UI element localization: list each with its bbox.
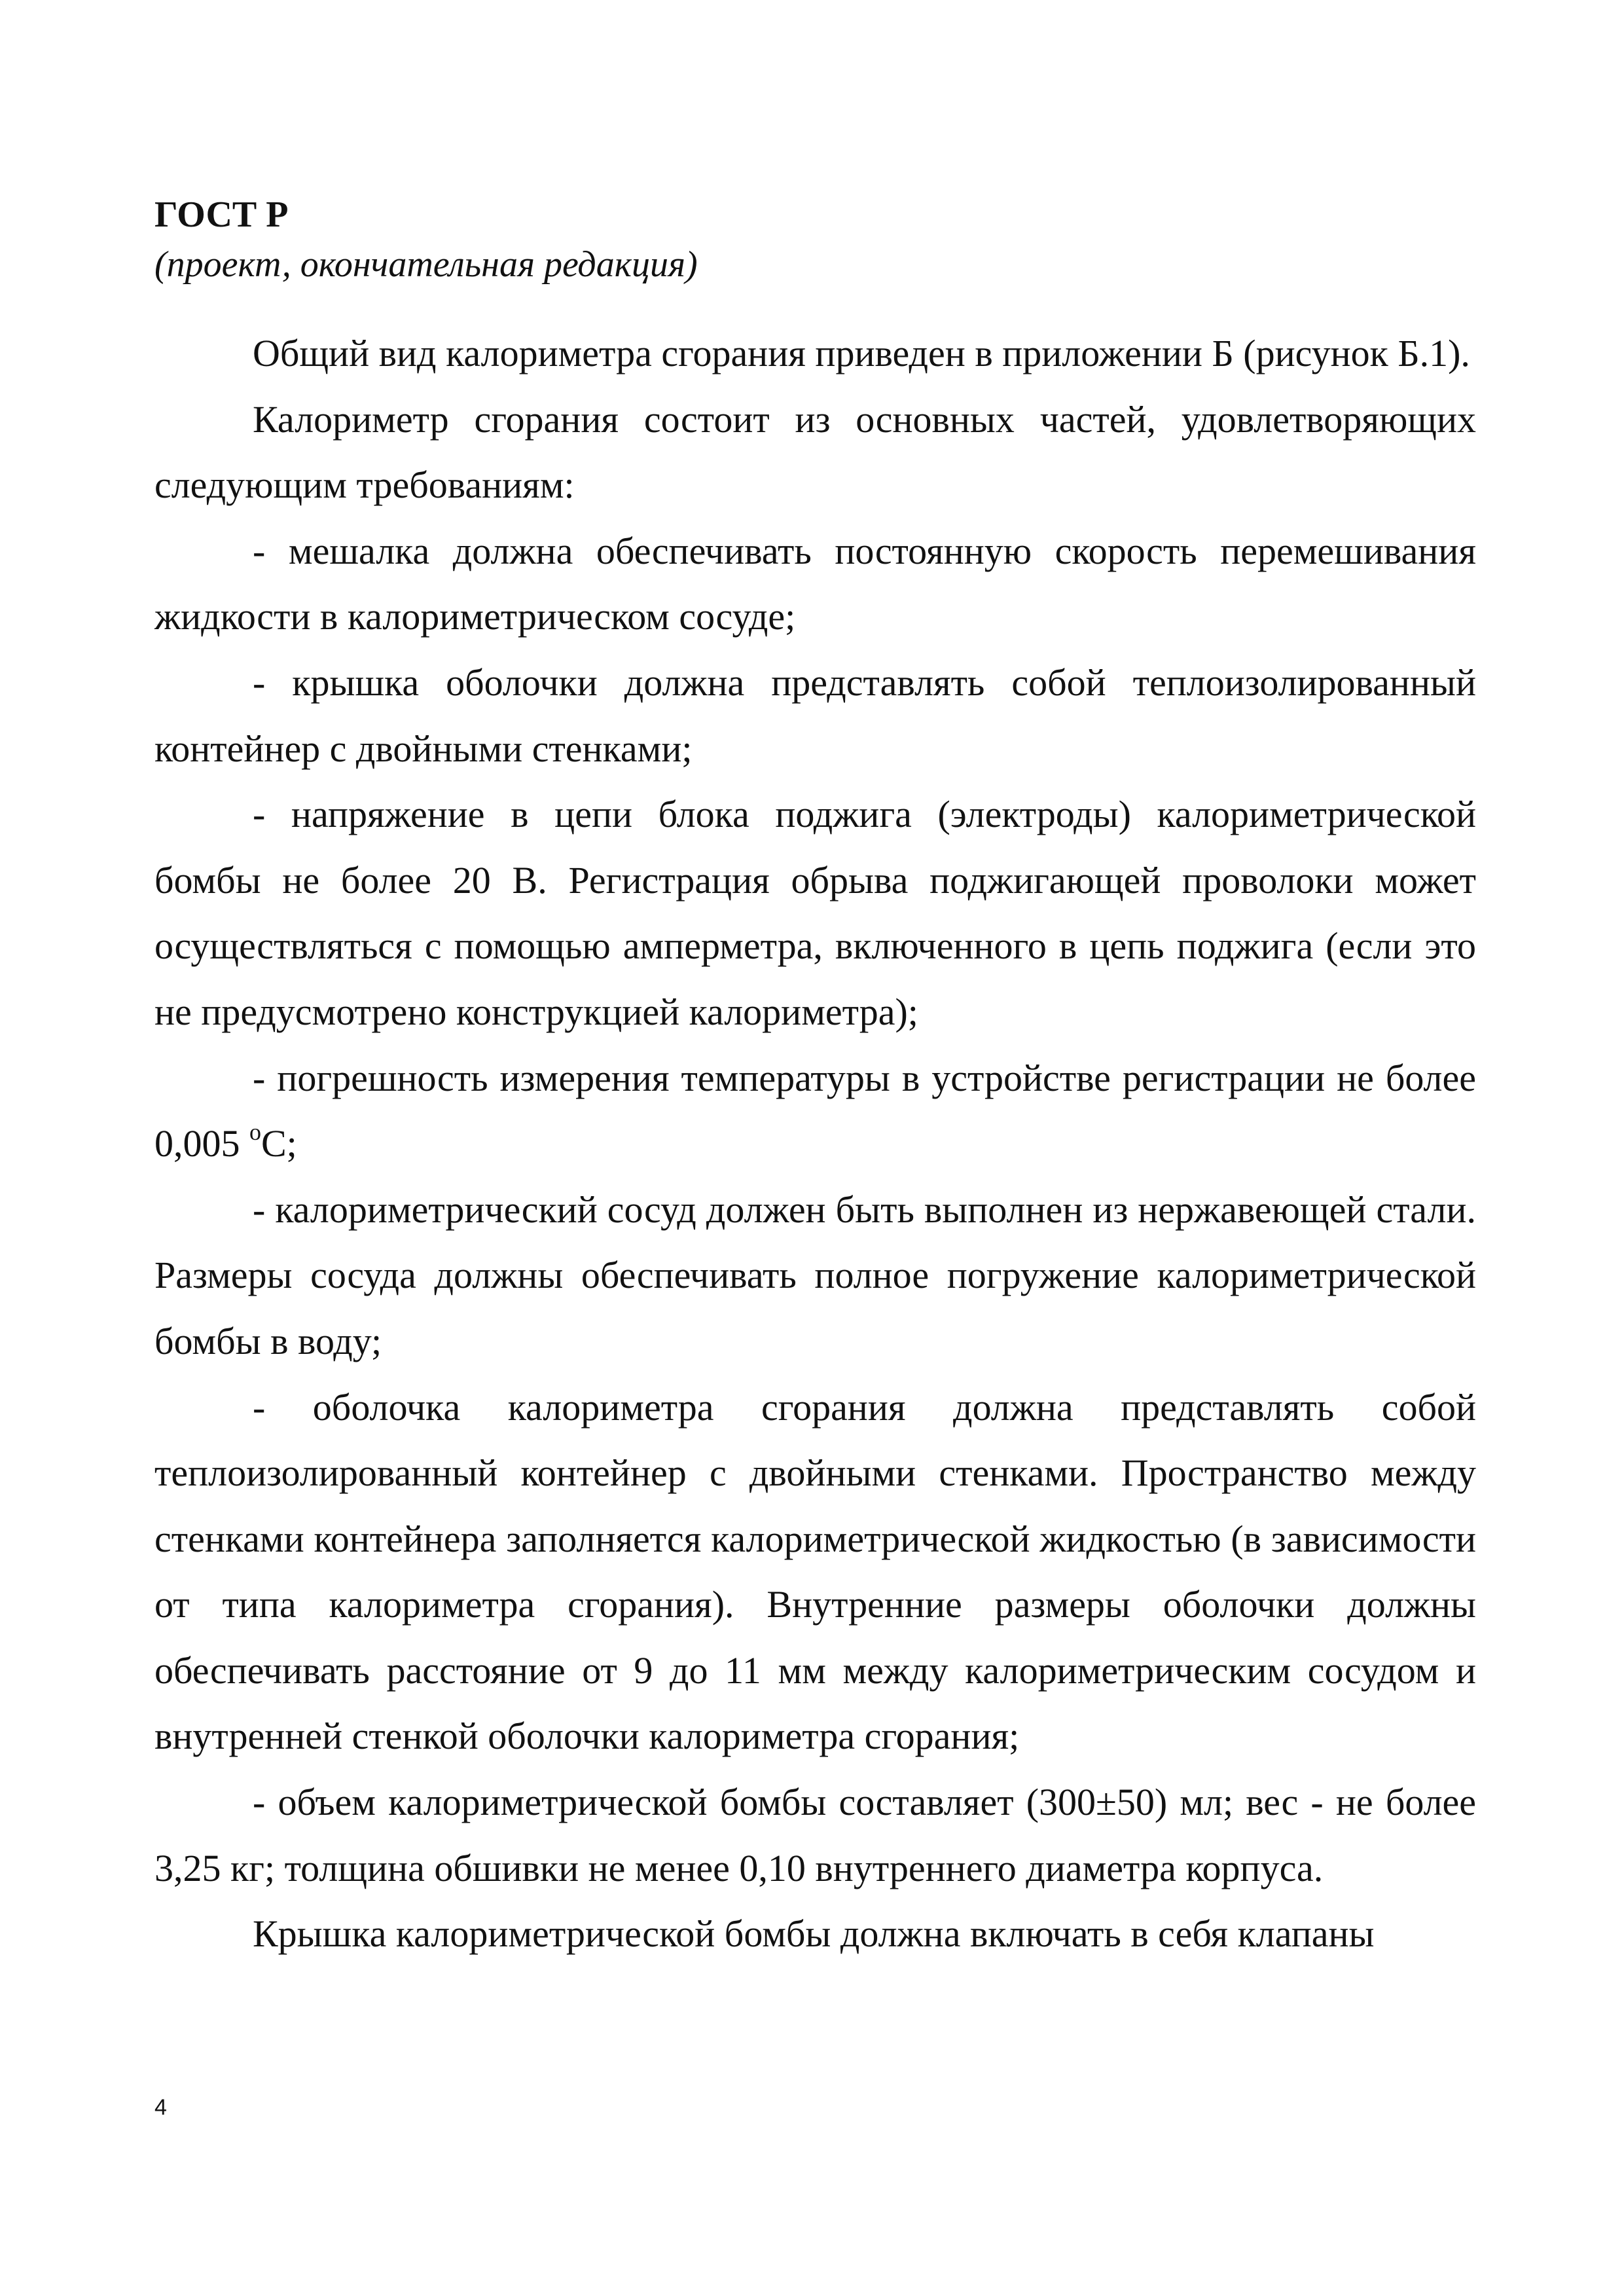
paragraph-general-view: Общий вид калориметра сгорания приведен в приложении Б (рисунок Б.1). (253, 332, 1470, 374)
list-item-calorimetric-vessel: - калориметрический сосуд должен быть выполнен из нержавеющей стали. Размеры сосуда должны обеспечивать полное погружение калориметрической бомбы в воду; (154, 1188, 1476, 1362)
temperature-error-text: - погрешность измерения температуры в устройстве регистрации не более 0,005 (154, 1056, 1476, 1165)
temperature-error-unit: С; (261, 1122, 297, 1165)
paragraph-components-intro: Калориметр сгорания состоит из основных частей, удовлетворяющих следующим требованиям: (154, 397, 1476, 507)
list-item-bomb-volume: - объем калориметрической бомбы составляет (300±50) мл; вес - не более 3,25 кг; толщина обшивки не менее 0,10 внутреннего диаметра корпуса. (154, 1781, 1476, 1889)
list-item-temperature-error (154, 1046, 1476, 1177)
list-item-stirrer: - мешалка должна обеспечивать постоянную скорость перемешивания жидкости в калориметрическом сосуде; (154, 529, 1476, 638)
list-item-ignition-voltage: - напряжение в цепи блока поджига (электроды) калориметрической бомбы не более 20 В. Регистрация обрыва поджигающей проволоки может осуществляться с помощью амперметра, включенного в цепь поджига (если это не предусмотрено конструкцией калориметра); (154, 793, 1476, 1033)
list-item-jacket-lid: - крышка оболочки должна представлять собой теплоизолированный контейнер с двойными стенками; (154, 661, 1476, 770)
page-number: 4 (154, 2095, 167, 2120)
paragraph-bomb-lid: Крышка калориметрической бомбы должна включать в себя клапаны (253, 1912, 1375, 1956)
list-item-calorimeter-jacket: - оболочка калориметра сгорания должна представлять собой теплоизолированный контейнер с двойными стенками. Пространство между стенками контейнера заполняется калориметрической жидкостью (в зависимости от типа калориметра сгорания). Внутренние размеры оболочки должны обеспечивать расстояние от 9 до 11 мм между калориметрическим сосудом и внутренней стенкой оболочки калориметра сгорания; (154, 1385, 1476, 1758)
document-status: (проект, окончательная редакция) (154, 244, 698, 285)
degree-superscript: o (249, 1118, 261, 1145)
document-body (154, 321, 1476, 1967)
document-code: ГОСТ Р (154, 194, 289, 235)
document-header (154, 190, 698, 289)
